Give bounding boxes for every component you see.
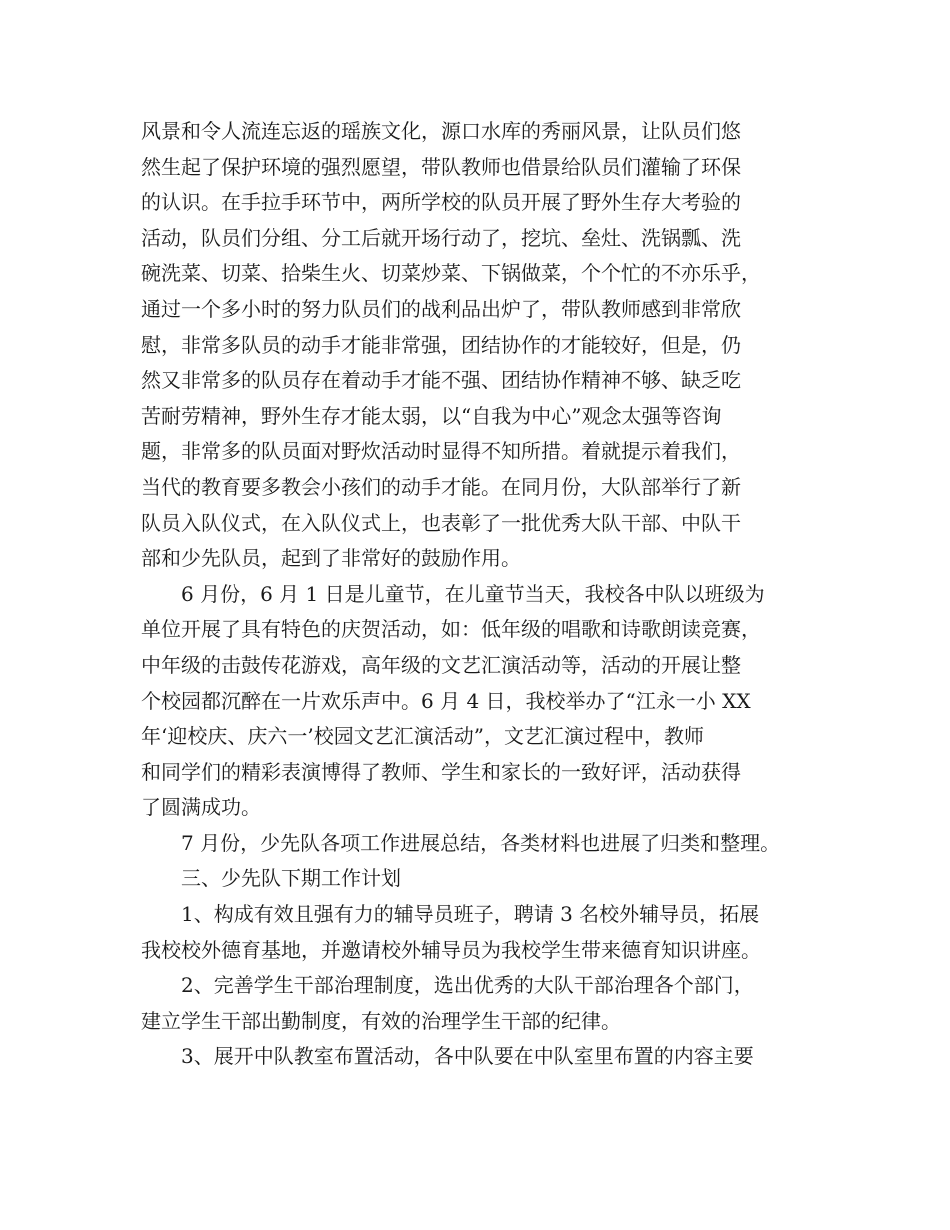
list-item-first-line: 1、构成有效且强有力的辅导员班子，聘请 3 名校外辅导员，拓展 xyxy=(181,902,760,927)
text-line: 单位开展了具有特色的庆贺活动，如：低年级的唱歌和诗歌朗读竞赛， xyxy=(141,617,761,642)
text-line: 和同学们的精彩表演博得了教师、学生和家长的一致好评，活动获得 xyxy=(141,759,741,784)
text-line: 中年级的击鼓传花游戏，高年级的文艺汇演活动等，活动的开展让整 xyxy=(141,652,741,677)
text-line: 的认识。在手拉手环节中，两所学校的队员开展了野外生存大考验的 xyxy=(141,190,741,215)
text-line: 慰，非常多队员的动手才能非常强，团结协作的才能较好，但是，仍 xyxy=(141,332,741,357)
text-line: 题，非常多的队员面对野炊活动时显得不知所措。着就提示着我们， xyxy=(141,439,741,464)
text-line: 当代的教育要多教会小孩们的动手才能。在同月份，大队部举行了新 xyxy=(141,474,741,499)
list-item-first-line: 3、展开中队教室布置活动，各中队要在中队室里布置的内容主要 xyxy=(181,1044,754,1069)
text-line: 苦耐劳精神，野外生存才能太弱，以“自我为中心”观念太强等咨询 xyxy=(141,403,722,428)
text-line: 年‘迎校庆、庆六一’校园文艺汇演活动”，文艺汇演过程中，教师 xyxy=(141,724,704,749)
section-heading: 三、少先队下期工作计划 xyxy=(181,866,401,891)
text-line: 碗洗菜、切菜、拾柴生火、切菜炒菜、下锅做菜，个个忙的不亦乐乎， xyxy=(141,261,761,286)
list-item-first-line: 2、完善学生干部治理制度，选出优秀的大队干部治理各个部门， xyxy=(181,973,754,998)
text-line: 活动，队员们分组、分工后就开场行动了，挖坑、垒灶、洗锅瓢、洗 xyxy=(141,225,741,250)
text-line: 个校园都沉醉在一片欢乐声中。6 月 4 日，我校举办了“江永一小 XX xyxy=(141,688,751,713)
text-line: 了圆满成功。 xyxy=(141,795,261,820)
text-line: 我校校外德育基地，并邀请校外辅导员为我校学生带来德育知识讲座。 xyxy=(141,937,761,962)
text-line: 通过一个多小时的努力队员们的战利品出炉了，带队教师感到非常欣 xyxy=(141,296,741,321)
paragraph-first-line: 6 月份，6 月 1 日是儿童节，在儿童节当天，我校各中队以班级为 xyxy=(181,581,765,606)
text-line: 然生起了保护环境的强烈愿望，带队教师也借景给队员们灌输了环保 xyxy=(141,154,741,179)
text-line: 风景和令人流连忘返的瑶族文化，源口水库的秀丽风景，让队员们悠 xyxy=(141,119,741,143)
text-line: 建立学生干部出勤制度，有效的治理学生干部的纪律。 xyxy=(141,1008,621,1033)
text-line: 然又非常多的队员存在着动手才能不强、团结协作精神不够、缺乏吃 xyxy=(141,368,741,393)
text-line: 队员入队仪式，在入队仪式上，也表彰了一批优秀大队干部、中队干 xyxy=(141,510,741,535)
text-line: 部和少先队员，起到了非常好的鼓励作用。 xyxy=(141,546,521,571)
paragraph-first-line: 7 月份，少先队各项工作进展总结，各类材料也进展了归类和整理。 xyxy=(181,830,781,855)
document-body xyxy=(141,114,811,1075)
